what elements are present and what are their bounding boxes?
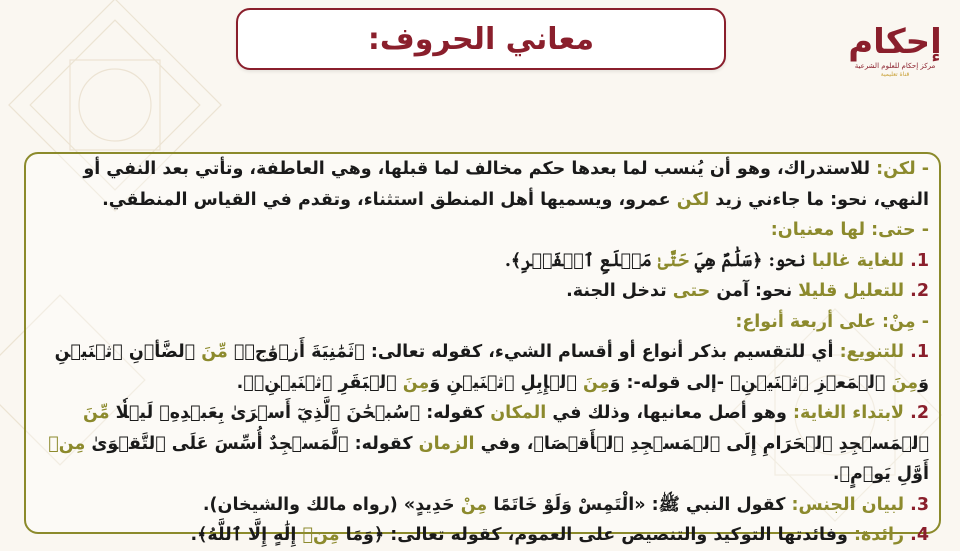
min-item-2-text-2: كقوله: ﴿سُبۡحَٰنَ ٱلَّذِيٓ أَسۡرَىٰ بِعَبۡدِهِۦ لَيۡلٗا [109,403,491,423]
logo [848,22,942,94]
min-item-2-text: وهو أصل معانيها، وذلك في [546,403,793,423]
min-item-2-text-5: أَوَّلِ يَوۡمٍ﴾. [832,464,929,484]
min-item-1-number: 1. [910,342,929,362]
min-item-1 [40,337,929,398]
hatta-item-2-number: 2. [910,281,929,301]
content-box [24,152,941,545]
min-item-3-number: 3. [910,494,929,515]
min-item-2-text-3: ٱلۡمَسۡجِدِ ٱلۡحَرَامِ إِلَى ٱلۡمَسۡجِدِ ٱلۡأَقۡصَا﴾، وفي [474,433,929,454]
min-item-2-word-2: مِّنَ [82,403,110,423]
min-item-1-word-2: مِنَ [891,372,919,393]
min-item-1-text-3: ٱلۡمَعۡزِ ٱثۡنَيۡنِۗ -إلى قوله-: وَ [609,372,892,393]
min-item-1-word-3: مِنَ [582,372,610,393]
min-item-1-text-2: ٱلضَّأۡنِ ٱثۡنَيۡنِ وَ [54,342,929,393]
hatta-item-1-word: حَتَّىٰ [657,250,689,271]
min-item-4-label: زائدة: [853,525,911,545]
min-item-3-text-2: حَدِيدٍ» (رواه مالك والشيخان). [202,494,461,515]
hatta-item-1-number: 1. [910,250,929,271]
min-item-1-word-4: مِنَ [402,372,430,393]
min-item-3-word-1: مِنْ [460,494,488,515]
lakin-label: - لكن: [876,159,929,179]
min-item-4-number: 4. [910,525,929,545]
min-item-2-text-4: كقوله: ﴿لَّمَسۡجِدٌ أُسِّسَ عَلَى ٱلتَّقۡوَىٰ [85,433,419,454]
min-item-1-text-4: ٱلۡإِبِلِ ٱثۡنَيۡنِ وَ [429,372,583,393]
min-item-1-label: للتنويع: [839,342,911,362]
hatta-item-2-text: نحو: آمن [710,281,799,301]
title-box [236,8,726,70]
hatta-heading: - حتى: لها معنيان: [770,220,929,240]
min-item-2-number: 2. [910,403,929,423]
min-item-3 [40,490,929,521]
min-item-1-text-5: ٱلۡبَقَرِ ٱثۡنَيۡنِۗ﴾. [236,372,403,393]
lakin-paragraph [40,154,929,215]
min-item-3-text: كقول النبي ﷺ: «الْتَمِسْ وَلَوْ خَاتَمًا [487,494,792,515]
hatta-item-1-text: نحو: ﴿سَلَٰمٌ هِيَ [688,250,812,271]
min-item-1-text: أي للتقسيم بذكر أنواع أو أقسام الشيء، كقوله تعالى: ﴿ثَمَٰنِيَةَ أَزۡوَٰجٖۖ [227,342,840,362]
hatta-item-2-word: حتى [672,281,711,301]
hatta-item-2-text-2: تدخل الجنة. [566,281,673,301]
min-item-2-word-4: مِنۡ [48,433,86,454]
hatta-item-1 [40,246,929,277]
logo-mark: إحكام [848,22,942,62]
min-heading: - مِنْ: على أربعة أنواع: [735,311,929,332]
min-item-2 [40,398,929,490]
min-item-2-label: لابتداء الغاية: [792,403,911,423]
hatta-item-2 [40,276,929,307]
min-item-4-text: وفائدتها التوكيد والتنصيص على العموم، كقوله تعالى: ﴿وَمَا [339,525,854,545]
min-item-3-label: لبيان الجنس: [791,494,911,515]
logo-subtitle: مركز إحكام للعلوم الشرعية [854,62,936,70]
min-item-2-word-3: الزمان [418,433,475,454]
lakin-text-2: عمرو، ويسميها أهل المنطق استثناء، وتقدم في القياس المنطقي. [102,189,677,210]
min-item-4-text-2: إِلَٰهٍ إِلَّا ٱللَّهُ﴾. [190,525,303,545]
page-title: معاني الحروف: [367,21,595,57]
lakin-text-1: للاستدراك، وهو أن يُنسب لما بعدها حكم مخالف لما قبلها، وهي العاطفة، وتأتي بعد النفي أو النهي، نحو: ما جاءني زيد [83,159,929,210]
hatta-item-1-text-2: مَطۡلَعِ ٱلۡفَجۡرِ﴾. [504,250,658,271]
hatta-item-1-label: للغاية غالبا [811,250,911,271]
min-item-2-word-1: المكان [490,403,547,423]
logo-tagline: قناة تعليمية [880,71,910,78]
hatta-item-2-label: للتعليل قليلا [798,281,911,301]
lakin-example: لكن [676,189,710,210]
min-item-4-word-1: مِنۡ [302,525,340,545]
min-item-4 [40,520,929,551]
min-item-1-word-1: مِّنَ [201,342,228,362]
